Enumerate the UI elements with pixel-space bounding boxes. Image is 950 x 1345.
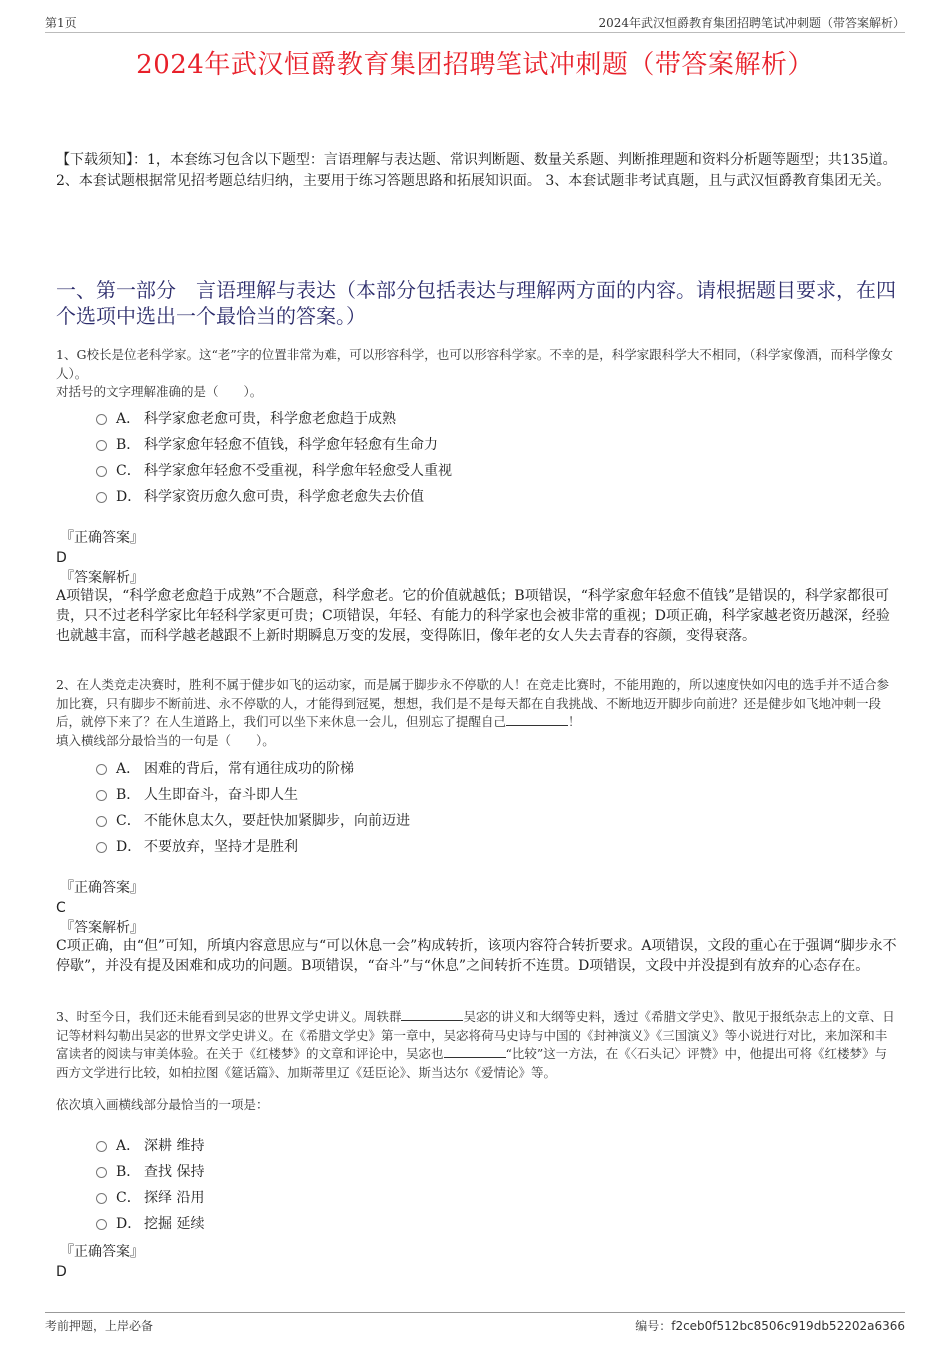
question-1-prompt: 对括号的文字理解准确的是（ ）。 <box>56 384 263 399</box>
fill-blank <box>401 1008 463 1021</box>
document-title: 2024年武汉恒爵教育集团招聘笔试冲刺题（带答案解析） <box>136 50 814 80</box>
question-1 <box>56 346 898 402</box>
answer-label: 『正确答案』 <box>60 880 144 896</box>
radio-icon[interactable] <box>96 1219 107 1230</box>
question-3-options <box>96 1133 204 1237</box>
footer-code: 编号：f2ceb0f512bc8506c919db52202a6366 <box>635 1319 905 1333</box>
explain-label: 『答案解析』 <box>60 570 144 586</box>
answer-label: 『正确答案』 <box>60 1244 144 1260</box>
question-2-prompt: 填入横线部分最恰当的一句是（ ）。 <box>56 732 275 748</box>
answer-value: D <box>56 1264 67 1280</box>
question-3 <box>56 1008 898 1115</box>
question-2-explanation: C项正确，由“但”可知，所填内容意思应与“可以休息一会”构成转折，该项内容符合转折要求。A项错误，文段的重心在于强调“脚步永不停歇”，并没有提及困难和成功的问题。B项错误，“奋斗”与“休息”之间转折不连贯。D项错误，文段中并没提到有放弃的心态存在。 <box>56 938 897 974</box>
explain-label: 『答案解析』 <box>60 920 144 936</box>
option-b[interactable]: B． 科学家愈年轻愈不值钱，科学愈年轻愈有生命力 <box>96 432 452 458</box>
answer-value: C <box>56 900 66 916</box>
option-a[interactable]: A． 科学家愈老愈可贵，科学愈老愈趋于成熟 <box>96 406 452 432</box>
answer-value: D <box>56 550 67 566</box>
question-3-answer <box>56 1242 898 1282</box>
radio-icon[interactable] <box>96 1141 107 1152</box>
page-footer <box>45 1312 905 1336</box>
page-number: 第1页 <box>45 16 77 30</box>
option-b[interactable]: B． 查找 保持 <box>96 1159 204 1185</box>
radio-icon[interactable] <box>96 440 107 451</box>
question-1-options <box>96 406 452 510</box>
question-2-options <box>96 756 410 860</box>
option-c[interactable]: C． 科学家愈年轻愈不受重视，科学愈年轻愈受人重视 <box>96 458 452 484</box>
radio-icon[interactable] <box>96 790 107 801</box>
page-header <box>45 14 905 33</box>
option-d[interactable]: D． 挖掘 延续 <box>96 1211 204 1237</box>
question-1-explanation: A项错误，“科学愈老愈趋于成熟”不合题意，科学愈老。它的价值就越低；B项错误，“科学家愈年轻愈不值钱”是错误的，科学家都很可贵，只不过老科学家比年轻科学家更可贵；C项错误，年轻、有能力的科学家也会被非常的重视；D项正确，科学家越老资历越深，经验也就越丰富，而科学越老越跟不上新时期瞬息万变的发展，变得陈旧，像年老的女人失去青春的容颜，变得衰落。 <box>56 588 890 644</box>
question-1-answer <box>56 528 898 588</box>
fill-blank <box>506 713 568 726</box>
radio-icon[interactable] <box>96 466 107 477</box>
question-2 <box>56 676 898 750</box>
radio-icon[interactable] <box>96 492 107 503</box>
radio-icon[interactable] <box>96 816 107 827</box>
header-doc-title: 2024年武汉恒爵教育集团招聘笔试冲刺题（带答案解析） <box>598 16 905 30</box>
download-notice: 【下载须知】：1，本套练习包含以下题型：言语理解与表达题、常识判断题、数量关系题、判断推理题和资料分析题等题型；共135道。 2、本套试题根据常见招考题总结归纳，主要用于练习答题思路和拓展知识面。 3、本套试题非考试真题，且与武汉恒爵教育集团无关。 <box>56 152 897 189</box>
option-a[interactable]: A． 深耕 维持 <box>96 1133 204 1159</box>
question-2-stem: 2、在人类竞走决赛时，胜利不属于健步如飞的运动家，而是属于脚步永不停歇的人！在竞走比赛时，不能用跑的，所以速度快如闪电的选手并不适合参加比赛，只有脚步不断前进、永不停歇的人，才能得到冠冕，想想，我们是不是每天都在自我挑战、不断地迈开脚步向前进？还是健步如飞地冲刺一段后，就停下来了？在人生道路上，我们可以坐下来休息一会儿，但别忘了提醒自己 ！ <box>56 677 889 729</box>
question-3-prompt: 依次填入画横线部分最恰当的一项是： <box>56 1097 269 1112</box>
radio-icon[interactable] <box>96 1193 107 1204</box>
section-heading: 一、第一部分 言语理解与表达（本部分包括表达与理解两方面的内容。请根据题目要求，在四个选项中选出一个最恰当的答案。） <box>56 278 896 328</box>
radio-icon[interactable] <box>96 414 107 425</box>
radio-icon[interactable] <box>96 842 107 853</box>
footer-slogan: 考前押题，上岸必备 <box>45 1319 154 1333</box>
question-3-stem: 3、时至今日，我们还未能看到吴宓的世界文学史讲义。周轶群 吴宓的讲义和大纲等史料，透过《希腊文学史》、散见于报纸杂志上的文章、日记等材料勾勒出吴宓的世界文学史讲义。在《希腊文学史》第一章中，吴宓将荷马史诗与中国的《封神演义》《三国演义》等小说进行对比，来加深和丰富读者的阅读与审美体验。在关于《红楼梦》的文章和评论中，吴宓也 “比较”这一方法，在《〈石头记〉评赞》中，他提出可将《红楼梦》与西方文学进行比较，如柏拉图《筵话篇》、加斯蒂里辽《廷臣论》、斯当达尔《爱情论》等。 <box>56 1009 895 1080</box>
option-c[interactable]: C． 探绎 沿用 <box>96 1185 204 1211</box>
question-2-answer <box>56 878 898 938</box>
radio-icon[interactable] <box>96 764 107 775</box>
radio-icon[interactable] <box>96 1167 107 1178</box>
option-a[interactable]: A． 困难的背后，常有通往成功的阶梯 <box>96 756 410 782</box>
fill-blank <box>444 1045 506 1058</box>
option-b[interactable]: B． 人生即奋斗，奋斗即人生 <box>96 782 410 808</box>
option-c[interactable]: C． 不能休息太久，要赶快加紧脚步，向前迈进 <box>96 808 410 834</box>
option-d[interactable]: D． 不要放弃，坚持才是胜利 <box>96 834 410 860</box>
answer-label: 『正确答案』 <box>60 530 144 546</box>
question-1-stem: 1、G校长是位老科学家。这“老”字的位置非常为难，可以形容科学，也可以形容科学家。不幸的是，科学家跟科学大不相同，（科学家像酒，而科学像女人）。 <box>56 347 893 381</box>
option-d[interactable]: D． 科学家资历愈久愈可贵，科学愈老愈失去价值 <box>96 484 452 510</box>
